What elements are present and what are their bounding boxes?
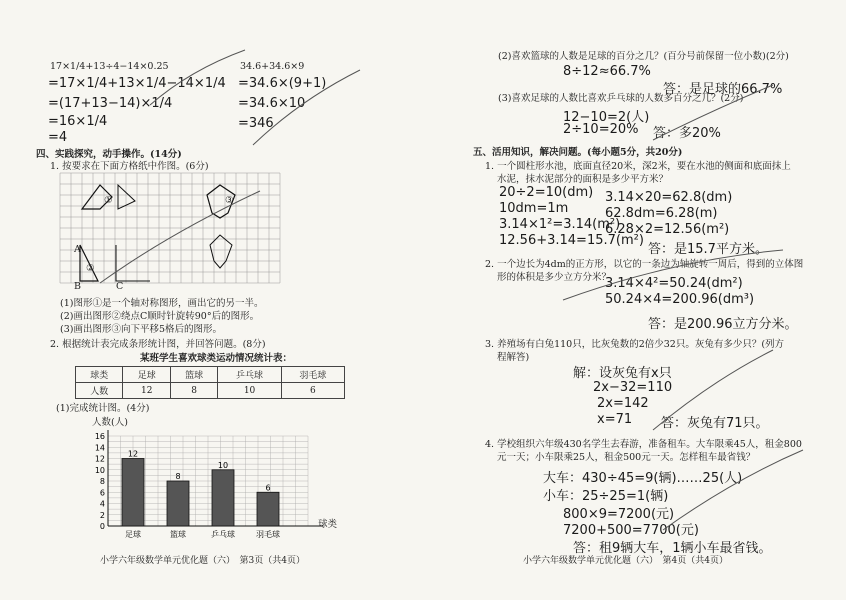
- table-header-row: [76, 367, 345, 383]
- category-label: 羽毛球: [256, 530, 280, 539]
- q1-item-3: (3)画出图形③向下平移5格后的图形。: [60, 324, 223, 335]
- p1-line2: 水泥，抹水泥部分的面积是多少平方米？: [497, 174, 669, 185]
- p2-line1: 2. 一个边长为4dm的正方形，以它的一条边为轴旋转一周后，得到的立体图: [485, 259, 804, 270]
- section-4-title: 四、实践探究，动手操作。(14分): [36, 149, 182, 160]
- calc1-step4: =4: [48, 130, 68, 145]
- y-tick-label: 14: [94, 443, 105, 453]
- a1-line6: 62.8dm=6.28(m): [605, 206, 718, 221]
- table-row: [76, 383, 345, 399]
- y-tick-label: 4: [99, 499, 105, 509]
- chart-ylabel: 人数(人): [92, 417, 128, 428]
- q2-title: 2. 根据统计表完成条形统计图，并回答问题。(8分): [50, 339, 266, 350]
- a4-line2: 小车：25÷25=1(辆): [543, 489, 669, 504]
- a2-2-line2: 答：是足球的66.7%: [663, 82, 783, 97]
- bar-value-label: 8: [175, 472, 181, 481]
- q2-3-text: (3)喜欢足球的人数比喜欢乒乓球的人数多百分之几？(2分): [498, 93, 744, 104]
- p2-line2: 形的体积是多少立方分米？: [497, 272, 612, 283]
- a2-3-line3: 答：多20%: [653, 126, 721, 141]
- calc2-step2: =34.6×10: [238, 96, 306, 111]
- table-title: 某班学生喜欢球类运动情况统计表：: [140, 353, 293, 364]
- stats-table: [75, 366, 345, 399]
- calc2-step1: =34.6×(9+1): [238, 76, 327, 91]
- calc2-step3: =346: [238, 116, 274, 131]
- a3-line3: 2x=142: [597, 396, 649, 411]
- a2-line1: 3.14×4²=50.24(dm²): [605, 276, 743, 291]
- chart-xlabel: 球类: [318, 519, 338, 530]
- bar-chart: [94, 430, 340, 540]
- y-tick-label: 6: [99, 488, 105, 498]
- y-tick-label: 12: [94, 454, 105, 464]
- p4-line1: 4. 学校组织六年级430名学生去春游，准备租车。大车限乘45人，租金800: [485, 439, 802, 450]
- a4-line5: 答：租9辆大车，1辆小车最省钱。: [573, 541, 772, 556]
- bar: [167, 481, 189, 526]
- calc1-step1: =17×1/4+13×1/4−14×1/4: [48, 76, 226, 91]
- a2-3-line2: 2÷10=20%: [563, 122, 639, 137]
- bar: [212, 470, 234, 526]
- table-cell: 6: [281, 383, 344, 399]
- table-cell: 足球: [123, 367, 170, 383]
- bar-value-label: 6: [265, 483, 271, 493]
- a2-3-line1: 12−10=2(人): [563, 110, 650, 125]
- table-cell: 人数: [76, 383, 123, 399]
- a1-line8: 答：是15.7平方米。: [648, 242, 768, 257]
- a3-line1: 解：设灰兔有x只: [573, 366, 672, 381]
- bar: [257, 492, 279, 526]
- y-tick-label: 10: [94, 465, 105, 475]
- q2-2-text: (2)喜欢篮球的人数是足球的百分之几？(百分号前保留一位小数)(2分): [498, 51, 789, 62]
- category-label: 乒乓球: [211, 530, 235, 539]
- a2-2-line1: 8÷12≈66.7%: [563, 64, 651, 79]
- table-cell: 球类: [76, 367, 123, 383]
- calc1-step2: =(17+13−14)×1/4: [48, 96, 173, 111]
- right-page: [423, 0, 846, 600]
- p1-line1: 1. 一个圆柱形水池，底面直径20米，深2米，要在水池的侧面和底面抹上: [485, 161, 791, 172]
- q1-title: 1. 按要求在下面方格纸中作图。(6分): [50, 161, 209, 172]
- a1-line5: 3.14×20=62.8(dm): [605, 190, 733, 205]
- a3-line4: x=71: [597, 412, 633, 427]
- calc2-problem: 34.6+34.6×9: [240, 61, 305, 72]
- table-cell: 12: [123, 383, 170, 399]
- shape-three-label: ③: [225, 195, 234, 206]
- table-cell: 羽毛球: [281, 367, 344, 383]
- table-cell: 8: [170, 383, 217, 399]
- a4-line4: 7200+500=7700(元): [563, 523, 699, 538]
- category-label: 篮球: [170, 530, 186, 539]
- point-b-label: B: [74, 281, 81, 292]
- grading-checkmarks-right: [423, 0, 846, 600]
- y-tick-label: 8: [99, 477, 105, 486]
- calc1-problem: 17×1/4+13÷4−14×0.25: [50, 61, 169, 72]
- q1-item-2: (2)画出图形②绕点C顺时针旋转90°后的图形。: [60, 311, 260, 322]
- category-label: 足球: [125, 530, 141, 539]
- bar-value-label: 12: [127, 449, 139, 459]
- point-c-label: C: [116, 281, 124, 292]
- a1-line3: 3.14×1²=3.14(m²): [499, 217, 621, 232]
- a1-line7: 6.28×2=12.56(m²): [605, 222, 730, 237]
- calc1-step3: =16×1/4: [48, 114, 108, 129]
- a3-line5: 答：灰兔有71只。: [661, 416, 769, 431]
- a1-line1: 20÷2=10(dm): [499, 185, 594, 200]
- drawing-grid: [60, 173, 280, 293]
- a3-line2: 2x−32=110: [593, 380, 673, 395]
- y-tick-label: 2: [99, 510, 105, 520]
- q1-item-1: (1)图形①是一个轴对称图形，画出它的另一半。: [60, 298, 264, 309]
- table-cell: 篮球: [170, 367, 217, 383]
- a2-line3: 答：是200.96立方分米。: [648, 317, 798, 332]
- a2-line2: 50.24×4=200.96(dm³): [605, 292, 755, 307]
- bar: [122, 459, 144, 527]
- a4-line3: 800×9=7200(元): [563, 507, 675, 522]
- p3-line1: 3. 养殖场有白兔110只，比灰兔数的2倍少32只。灰兔有多少只？(列方: [485, 339, 785, 350]
- section-5-title: 五、活用知识，解决问题。(每小题5分，共20分): [473, 147, 683, 158]
- a1-line4: 12.56+3.14=15.7(m²): [499, 233, 644, 248]
- y-tick-label: 0: [99, 522, 105, 531]
- a4-line1: 大车：430÷45=9(辆)……25(人): [543, 471, 743, 486]
- shape-one-label: ①: [104, 195, 113, 206]
- p4-line2: 元一天；小车限乘25人，租金500元一天。怎样租车最省钱？: [497, 452, 756, 463]
- table-cell: 乒乓球: [218, 367, 281, 383]
- table-cell: 10: [218, 383, 281, 399]
- point-a-label: A: [74, 244, 81, 255]
- shape-two-label: ②: [86, 263, 95, 274]
- a1-line2: 10dm=1m: [499, 201, 569, 216]
- right-footer: 小学六年级数学单元优化题（六） 第4页（共4页）: [523, 556, 728, 566]
- bar-value-label: 10: [217, 460, 229, 470]
- p3-line2: 程解答): [497, 352, 530, 363]
- q2-sub1: (1)完成统计图。(4分): [56, 403, 150, 414]
- y-tick-label: 16: [94, 432, 105, 441]
- left-footer: 小学六年级数学单元优化题（六） 第3页（共4页）: [100, 556, 305, 566]
